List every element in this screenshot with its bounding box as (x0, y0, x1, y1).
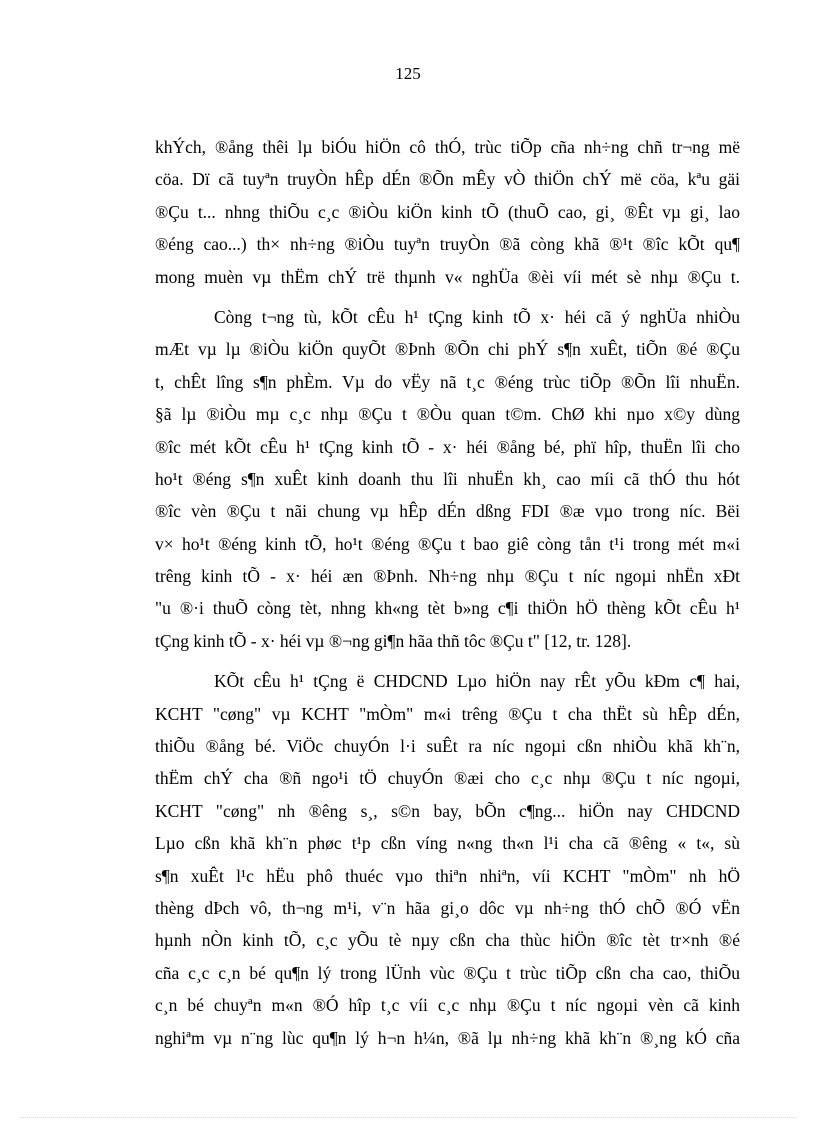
text-line: v× ho¹t ®éng kinh tÕ, ho¹t ®éng ®Çu t bao giê còng tån t¹i trong mét m«i (155, 533, 740, 554)
text-line: trêng kinh tÕ - x· héi æn ®Þnh. Nh÷ng nhµ ®Çu t níc ngoµi nhËn xÐt (155, 566, 740, 587)
text-line: Còng t¬ng tù, kÕt cÊu h¹ tÇng kinh tÕ x· héi cã ý nghÜa nhiÒu (214, 306, 740, 327)
text-line: nghiªm vµ n¨ng lùc qu¶n lý h¬n h¼n, ®ã lµ nh÷ng khã kh¨n ®¸ng kÓ cña (155, 1027, 740, 1048)
text-line: cöa. Dï cã tuyªn truyÒn hÊp dÉn ®Õn mÊy vÒ thiÖn chÝ më cöa, kªu gäi (155, 169, 740, 190)
text-line: ®Çu t... nhng thiÕu c¸c ®iÒu kiÖn kinh tÕ (thuÕ cao, gi¸ ®Êt vµ gi¸ lao (155, 201, 740, 222)
text-line: §ã lµ ®iÒu mµ c¸c nhµ ®Çu t ®Òu quan t©m. ChØ khi nµo x©y dùng (155, 404, 740, 425)
text-line: "u ®·i thuÕ còng tèt, nhng kh«ng tèt b»ng c¶i thiÖn hÖ thèng kÕt cÊu h¹ (155, 598, 740, 619)
text-line: ®éng cao...) th× nh÷ng ®iÒu tuyªn truyÒn ®ã còng khã ®¹t ®îc kÕt qu¶ (155, 234, 740, 255)
text-line: tÇng kinh tÕ - x· héi vµ ®¬ng gi¶n hãa thñ tôc ®Çu t" [12, tr. 128]. (155, 630, 632, 651)
text-line: ®îc mét kÕt cÊu h¹ tÇng kinh tÕ - x· héi ®ång bé, phï hîp, thuËn lîi cho (155, 436, 740, 457)
text-line: ®îc vèn ®Çu t nãi chung vµ hÊp dÉn dßng FDI ®æ vµo trong níc. Bëi (155, 501, 740, 522)
page-bottom-divider (20, 1117, 796, 1118)
paragraph-2 (155, 301, 740, 657)
body-text (155, 131, 740, 1062)
text-line: KCHT "cøng" vµ KCHT "mÒm" m«i trêng ®Çu t cha thËt sù hÊp dÉn, (155, 703, 740, 724)
text-line: c¸n bé chuyªn m«n ®Ó hîp t¸c víi c¸c nhµ ®Çu t níc ngoµi vèn cã kinh (155, 995, 740, 1016)
text-line: ho¹t ®éng s¶n xuÊt kinh doanh thu lîi nhuËn kh¸ cao míi cã thÓ thu hót (155, 468, 740, 489)
text-line: thiÕu ®ång bé. ViÖc chuyÓn l·i suÊt ra níc ngoµi cßn nhiÒu khã kh¨n, (155, 736, 740, 757)
text-line: khÝch, ®ång thêi lµ biÓu hiÖn cô thÓ, trùc tiÕp cña nh÷ng chñ tr¬ng më (155, 137, 740, 157)
text-line: KÕt cÊu h¹ tÇng ë CHDCND Lµo hiÖn nay rÊt yÕu kÐm c¶ hai, (214, 671, 740, 692)
text-line: t, chÊt lîng s¶n phÈm. Vµ do vËy nã t¸c ®éng trùc tiÕp ®Õn lîi nhuËn. (155, 371, 740, 392)
text-line: thèng dÞch vô, th¬ng m¹i, v¨n hãa gi¸o dôc vµ nh÷ng thÓ chÕ ®Ó vËn (155, 897, 740, 918)
text-line: KCHT "cøng" nh ®êng s¸, s©n bay, bÕn c¶ng... hiÖn nay CHDCND (155, 800, 740, 821)
text-line: thËm chÝ cha ®ñ ngo¹i tÖ chuyÓn ®æi cho c¸c nhµ ®Çu t níc ngoµi, (155, 768, 740, 789)
text-line: mÆt vµ lµ ®iÒu kiÖn quyÕt ®Þnh ®Õn chi phÝ s¶n xuÊt, tiÕn ®é ®Çu (155, 339, 740, 360)
text-line: s¶n xuÊt l¹c hËu phô thuéc vµo thiªn nhiªn, víi KCHT "mÒm" nh hÖ (155, 865, 740, 886)
text-line: cña c¸c c¸n bé qu¶n lý trong lÜnh vùc ®Çu t trùc tiÕp cßn cha cao, thiÕu (155, 962, 740, 983)
text-line: mong muèn vµ thËm chÝ trë thµnh v« nghÜa ®èi víi mét sè nhµ ®Çu t. (155, 266, 740, 287)
paragraph-3 (155, 665, 740, 1054)
text-line: Lµo cßn khã kh¨n phøc t¹p cßn víng n«ng th«n l¹i cha cã ®êng « t«, sù (155, 833, 740, 854)
page-number: 125 (395, 64, 421, 83)
paragraph-1 (155, 131, 740, 293)
text-line: hµnh nÒn kinh tÕ, c¸c yÕu tè nµy cßn cha thùc hiÖn ®îc tèt tr×nh ®é (155, 930, 740, 951)
